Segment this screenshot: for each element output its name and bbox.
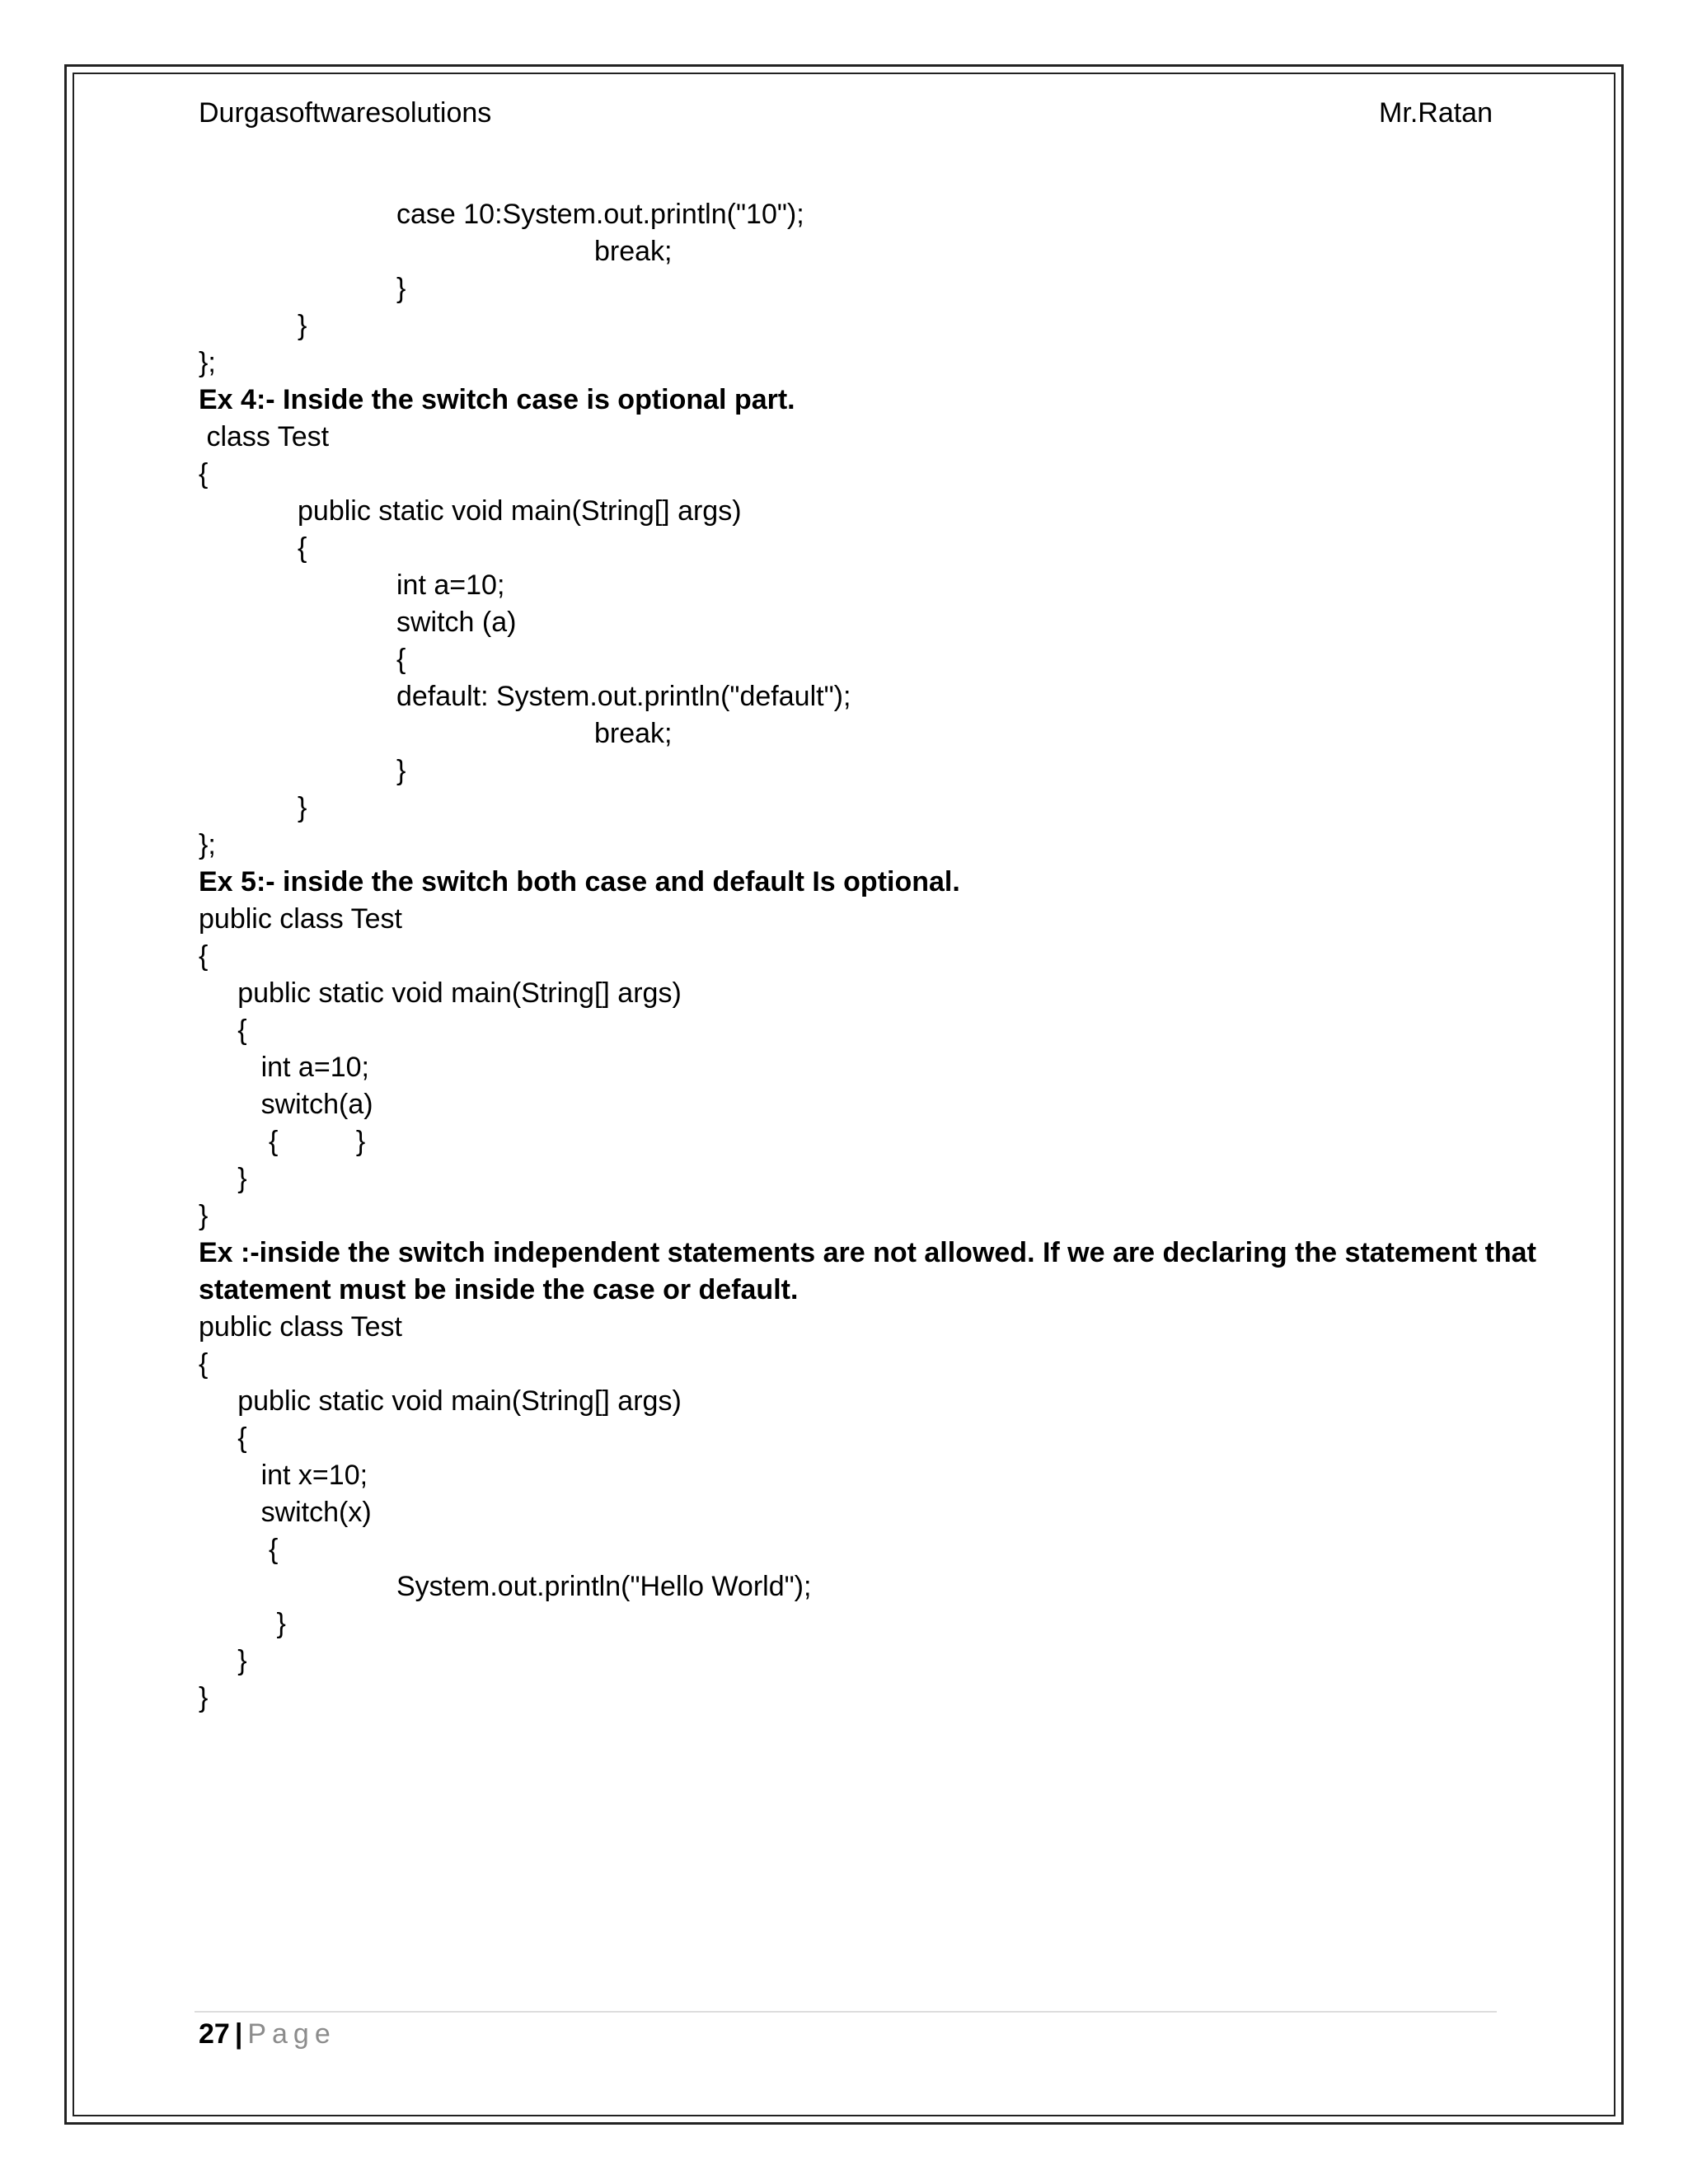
code-line: } xyxy=(298,792,307,823)
header-author: Mr.Ratan xyxy=(1379,97,1493,129)
code-line: }; xyxy=(199,347,216,378)
code-line: { xyxy=(199,1348,209,1380)
code-line: } xyxy=(199,1645,247,1676)
page-footer xyxy=(199,2016,336,2053)
code-line: } xyxy=(199,1682,209,1713)
code-line: switch(a) xyxy=(199,1089,373,1120)
section-heading: Ex 4:- Inside the switch case is optional part. xyxy=(199,384,795,415)
section-heading: Ex :-inside the switch independent statements are not allowed. If we are declaring the statement that xyxy=(199,1237,1536,1268)
code-line: case 10:System.out.println("10"); xyxy=(396,199,804,230)
code-line: { xyxy=(199,1015,247,1046)
code-line: { xyxy=(199,1534,279,1565)
code-line: { xyxy=(396,644,406,675)
code-line: public static void main(String[] args) xyxy=(199,977,682,1009)
code-line: class Test xyxy=(199,421,330,452)
code-line: System.out.println("Hello World"); xyxy=(396,1571,812,1602)
code-line: { xyxy=(298,532,307,564)
code-line: public static void main(String[] args) xyxy=(199,1385,682,1417)
header-company: Durgasoftwaresolutions xyxy=(199,97,492,129)
code-line: } xyxy=(199,1200,209,1231)
code-line: } xyxy=(199,1608,286,1639)
code-line: }; xyxy=(199,829,216,860)
code-line: public class Test xyxy=(199,1311,402,1343)
code-line: switch(x) xyxy=(199,1497,372,1528)
code-line: } xyxy=(199,1163,247,1194)
page-number: 27 xyxy=(199,2018,230,2050)
code-line: } xyxy=(396,755,406,786)
code-line: } xyxy=(396,273,406,304)
page-header xyxy=(199,97,1493,138)
code-line: break; xyxy=(594,236,673,267)
code-line: { xyxy=(199,458,209,490)
code-line: } xyxy=(298,310,307,341)
code-line: int a=10; xyxy=(396,569,505,601)
code-line: { } xyxy=(199,1126,366,1157)
code-line: { xyxy=(199,940,209,972)
code-line: public class Test xyxy=(199,903,402,935)
footer-separator: | xyxy=(234,2018,243,2050)
footer-divider xyxy=(195,2011,1497,2013)
code-line: int a=10; xyxy=(199,1052,369,1083)
code-line: switch (a) xyxy=(396,607,517,638)
page-label: Page xyxy=(247,2018,336,2050)
code-line: { xyxy=(199,1422,247,1454)
code-line: public static void main(String[] args) xyxy=(298,495,742,527)
section-heading: Ex 5:- inside the switch both case and default Is optional. xyxy=(199,866,960,898)
code-line: int x=10; xyxy=(199,1460,368,1491)
section-heading: statement must be inside the case or default. xyxy=(199,1274,799,1305)
code-line: default: System.out.println("default"); xyxy=(396,681,851,712)
code-line: break; xyxy=(594,718,673,749)
